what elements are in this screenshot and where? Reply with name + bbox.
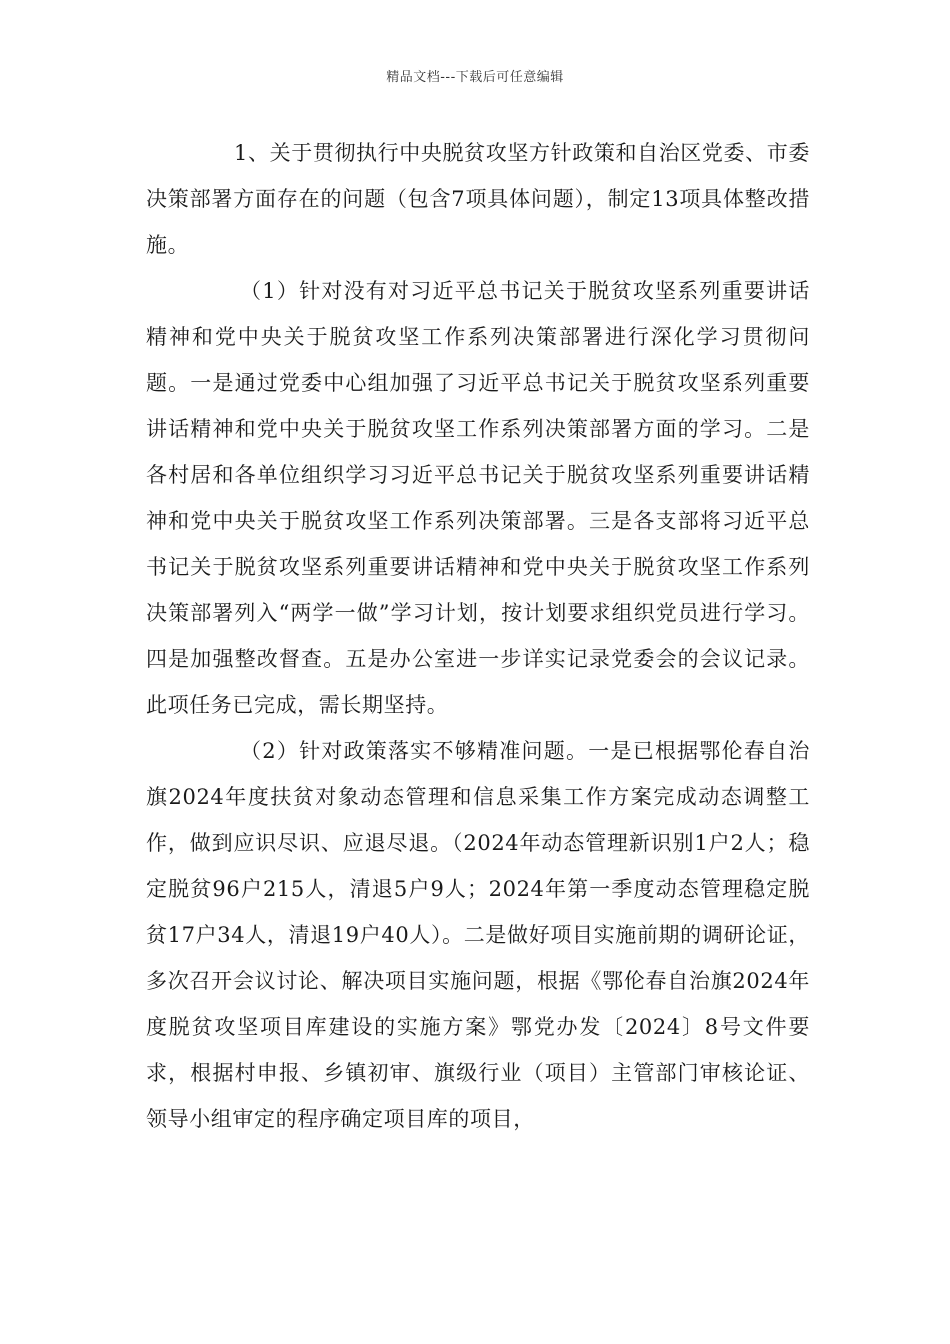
paragraph-item-2: （2）针对政策落实不够精准问题。一是已根据鄂伦春自治旗2024年度扶贫对象动态管理和信息采集工作方案完成动态调整工作，做到应识尽识、应退尽退。（2024年动态管理新识别1户2人；稳定脱贫96户215人，清退5户9人；2024年第一季度动态管理稳定脱贫17户34人，清退19户40人）。二是做好项目实施前期的调研论证，多次召开会议讨论、解决项目实施问题，根据《鄂伦春自治旗2024年度脱贫攻坚项目库建设的实施方案》鄂党办发〔2024〕8号文件要求，根据村申报、乡镇初审、旗级行业（项目）主管部门审核论证、领导小组审定的程序确定项目库的项目，	[146, 739, 810, 1131]
page-header: 精品文档---下载后可任意编辑	[386, 70, 564, 85]
document-body	[146, 130, 810, 1142]
paragraph-section-1: 1、关于贯彻执行中央脱贫攻坚方针政策和自治区党委、市委决策部署方面存在的问题（包含7项具体问题），制定13项具体整改措施。	[146, 141, 810, 257]
paragraph-item-1: （1）针对没有对习近平总书记关于脱贫攻坚系列重要讲话精神和党中央关于脱贫攻坚工作系列决策部署进行深化学习贯彻问题。一是通过党委中心组加强了习近平总书记关于脱贫攻坚系列重要讲话精神和党中央关于脱贫攻坚工作系列决策部署方面的学习。二是各村居和各单位组织学习习近平总书记关于脱贫攻坚系列重要讲话精神和党中央关于脱贫攻坚工作系列决策部署。三是各支部将习近平总书记关于脱贫攻坚系列重要讲话精神和党中央关于脱贫攻坚工作系列决策部署列入“两学一做”学习计划，按计划要求组织党员进行学习。四是加强整改督查。五是办公室进一步详实记录党委会的会议记录。此项任务已完成，需长期坚持。	[146, 279, 810, 717]
